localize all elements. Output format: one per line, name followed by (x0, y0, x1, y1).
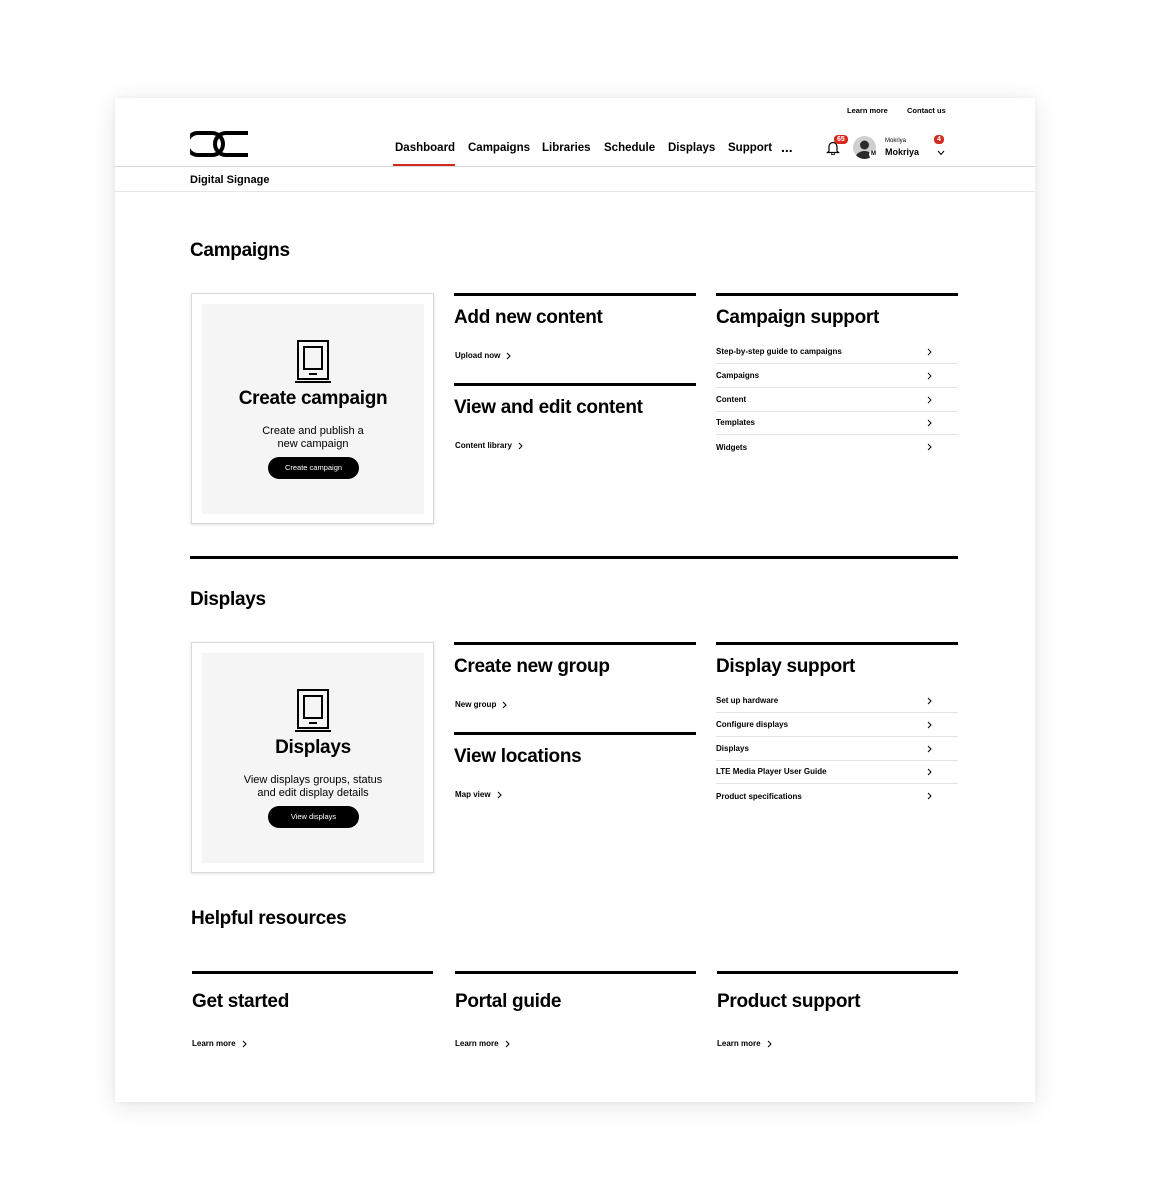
chevron-right-icon (927, 348, 932, 356)
divider-rule (454, 732, 696, 735)
card-title: Displays (275, 737, 351, 758)
nav-campaigns[interactable]: Campaigns (468, 142, 530, 154)
chevron-right-icon (502, 701, 507, 709)
create-campaign-card (191, 293, 434, 524)
chevron-right-icon (927, 792, 932, 800)
chevron-right-icon (242, 1040, 247, 1048)
nav-support[interactable]: Support (728, 142, 773, 154)
new-group-title: Create new group (454, 656, 610, 677)
campaigns-section-title: Campaigns (190, 240, 290, 261)
chevron-right-icon (497, 791, 502, 799)
support-item-specs[interactable]: Product specifications (716, 784, 958, 808)
logo-icon[interactable] (190, 130, 250, 158)
support-item-hardware[interactable]: Set up hardware (716, 689, 958, 713)
chevron-down-icon[interactable] (937, 150, 945, 156)
subheader-divider (115, 191, 1035, 192)
product-support-link[interactable]: Learn more (717, 1039, 772, 1048)
divider-rule (454, 383, 696, 386)
create-campaign-button[interactable]: Create campaign (268, 457, 359, 479)
display-support-title: Display support (716, 656, 856, 677)
chevron-right-icon (927, 372, 932, 380)
chevron-right-icon (767, 1040, 772, 1048)
support-item-configure[interactable]: Configure displays (716, 713, 958, 737)
nav-displays[interactable]: Displays (668, 142, 716, 154)
map-view-link[interactable]: Map view (455, 790, 502, 799)
view-displays-button[interactable]: View displays (268, 806, 359, 828)
chevron-right-icon (927, 745, 932, 753)
divider-rule (716, 293, 958, 296)
content-library-link[interactable]: Content library (455, 441, 523, 450)
upload-now-link[interactable]: Upload now (455, 351, 511, 360)
learn-more-link[interactable]: Learn more (847, 106, 888, 115)
header-divider (115, 166, 1035, 167)
card-title: Create campaign (238, 388, 388, 409)
chevron-right-icon (506, 352, 511, 360)
chevron-right-icon (927, 768, 932, 776)
card-description: View displays groups, status and edit display details (243, 774, 383, 799)
contact-us-link[interactable]: Contact us (907, 106, 946, 115)
chevron-right-icon (518, 442, 523, 450)
section-divider (190, 556, 958, 559)
divider-rule (454, 642, 696, 645)
product-support-title: Product support (717, 991, 861, 1012)
view-locations-title: View locations (454, 746, 582, 767)
chevron-right-icon (927, 721, 932, 729)
nav-more-button[interactable]: ... (781, 139, 793, 155)
account-badge: 4 (934, 135, 944, 144)
divider-rule (192, 971, 433, 974)
user-label-small: Mokriya (885, 138, 907, 144)
notification-badge: 65 (834, 135, 848, 144)
portal-guide-link[interactable]: Learn more (455, 1039, 510, 1048)
nav-dashboard[interactable]: Dashboard (395, 142, 456, 154)
new-group-link[interactable]: New group (455, 700, 507, 709)
divider-rule (454, 293, 696, 296)
chevron-right-icon (927, 396, 932, 404)
avatar-initial: M (871, 151, 876, 157)
get-started-title: Get started (192, 991, 290, 1012)
nav-libraries[interactable]: Libraries (542, 142, 591, 154)
campaign-support-title: Campaign support (716, 307, 880, 328)
resources-section-title: Helpful resources (191, 908, 347, 929)
displays-card (191, 642, 434, 873)
displays-section-title: Displays (190, 589, 266, 610)
chevron-right-icon (927, 443, 932, 451)
chevron-right-icon (927, 697, 932, 705)
get-started-link[interactable]: Learn more (192, 1039, 247, 1048)
support-item-displays[interactable]: Displays (716, 737, 958, 761)
brand-title: Digital Signage (190, 174, 270, 186)
support-item-lte-guide[interactable]: LTE Media Player User Guide (716, 760, 958, 784)
portal-guide-title: Portal guide (455, 991, 562, 1012)
divider-rule (455, 971, 696, 974)
card-description: Create and publish a new campaign (262, 425, 364, 450)
support-item-widgets[interactable]: Widgets (716, 435, 958, 459)
add-content-title: Add new content (454, 307, 603, 328)
divider-rule (716, 642, 958, 645)
support-item-campaigns[interactable]: Campaigns (716, 364, 958, 388)
display-device-icon (295, 340, 331, 384)
nav-schedule[interactable]: Schedule (604, 142, 656, 154)
support-item-guide[interactable]: Step-by-step guide to campaigns (716, 340, 958, 364)
display-device-icon (295, 689, 331, 733)
divider-rule (717, 971, 958, 974)
support-item-templates[interactable]: Templates (716, 411, 958, 435)
chevron-right-icon (505, 1040, 510, 1048)
chevron-right-icon (927, 419, 932, 427)
support-item-content[interactable]: Content (716, 388, 958, 412)
user-name[interactable]: Mokriya (885, 147, 920, 157)
edit-content-title: View and edit content (454, 397, 643, 418)
